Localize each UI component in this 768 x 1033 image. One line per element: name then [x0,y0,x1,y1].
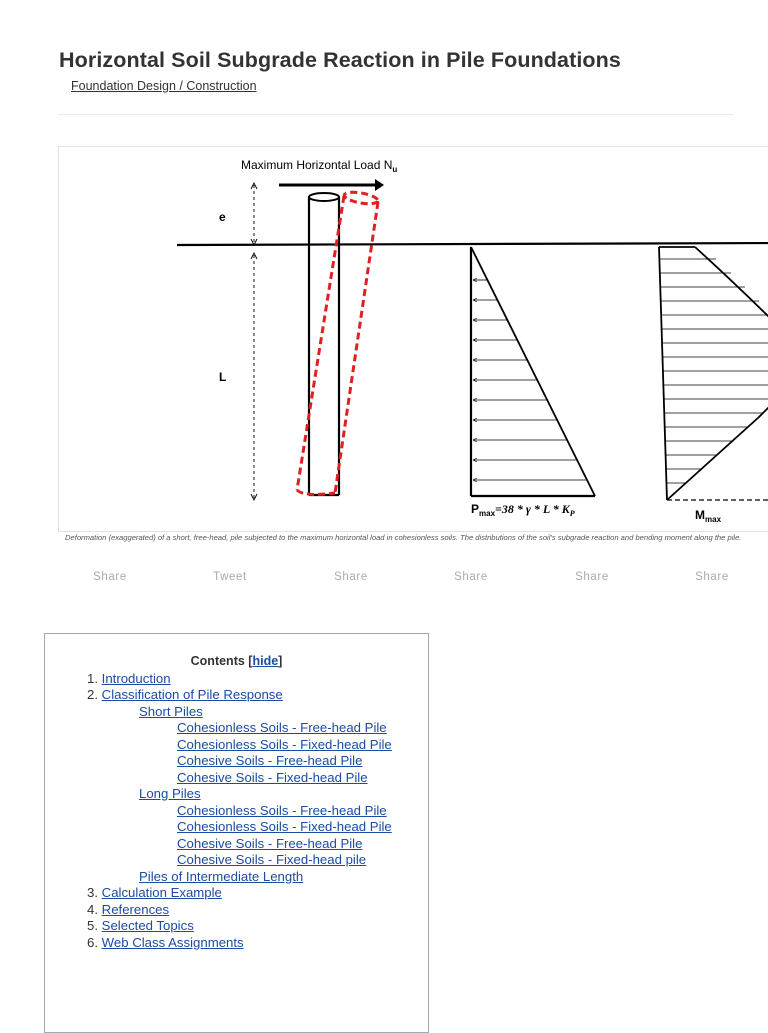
toc-link-selected-topics[interactable]: Selected Topics [101,918,194,933]
toc-link-short-cohesive-free[interactable]: Cohesive Soils - Free-head Pile [177,753,363,768]
pile-diagram-figure [58,146,768,532]
toc-item [177,803,387,819]
label-L: L [219,370,227,384]
share-button-5[interactable]: Share [695,571,729,583]
toc-link-calculation-example[interactable]: Calculation Example [101,885,222,900]
load-label: Maximum Horizontal Load $N_u$ [241,158,398,174]
toc-item [139,704,203,720]
ground-line [177,243,768,245]
toc-title-text: Contents [190,654,245,668]
share-button-3[interactable]: Share [454,571,488,583]
toc-item [177,836,362,852]
toc-link-short-cohesionless-free[interactable]: Cohesionless Soils - Free-head Pile [177,720,387,735]
toc-item: 1. Introduction [87,671,171,686]
toc-hide-link[interactable]: hide [252,654,279,668]
pressure-label: $P_{max}=38 * \gamma * L * K_P$ [471,502,575,518]
toc-item [177,770,368,786]
toc-item [177,852,366,868]
toc-link-short-piles[interactable]: Short Piles [139,704,203,719]
label-e: e [219,210,226,224]
page-title: Horizontal Soil Subgrade Reaction in Pile Foundations [59,48,621,72]
toc-item [177,819,392,835]
load-arrow-head [375,179,384,191]
share-button-2[interactable]: Share [334,571,368,583]
toc-link-long-cohesive-free[interactable]: Cohesive Soils - Free-head Pile [177,836,363,851]
toc-item [139,869,303,885]
toc-item: 5. Selected Topics [87,918,194,933]
breadcrumb-link[interactable]: Foundation Design / Construction [71,79,257,93]
toc-item: 6. Web Class Assignments [87,935,244,950]
toc-toggle: [hide] [248,654,283,668]
toc-link-web-class[interactable]: Web Class Assignments [101,935,244,950]
toc-link-short-cohesive-fixed[interactable]: Cohesive Soils - Fixed-head Pile [177,770,368,785]
pile-diagram-svg [59,147,768,531]
header-divider [58,114,734,115]
toc-title [45,654,428,668]
share-button-4[interactable]: Share [575,571,609,583]
share-bar [58,571,768,587]
toc-item [177,720,387,736]
toc-link-classification[interactable]: Classification of Pile Response [101,687,283,702]
moment-label: $M_{max}$ [695,508,722,524]
toc-link-intermediate-piles[interactable]: Piles of Intermediate Length [139,869,304,884]
pile [309,193,339,495]
subgrade-reaction-distribution [471,247,595,496]
toc-link-long-piles[interactable]: Long Piles [139,786,201,801]
toc-item: 4. References [87,902,170,917]
toc-link-references[interactable]: References [101,902,170,917]
table-of-contents [44,633,429,1033]
tweet-button[interactable]: Tweet [213,571,247,583]
toc-item [177,737,392,753]
toc-link-long-cohesionless-fixed[interactable]: Cohesionless Soils - Fixed-head Pile [177,819,392,834]
bending-moment-distribution [659,247,768,500]
share-button-1[interactable]: Share [93,571,127,583]
toc-item: 2. Classification of Pile Response [87,687,283,702]
toc-link-long-cohesive-fixed[interactable]: Cohesive Soils - Fixed-head pile [177,852,367,867]
toc-link-short-cohesionless-fixed[interactable]: Cohesionless Soils - Fixed-head Pile [177,737,392,752]
toc-link-long-cohesionless-free[interactable]: Cohesionless Soils - Free-head Pile [177,803,387,818]
figure-caption: Deformation (exaggerated) of a short, free-head, pile subjected to the maximum horizontal load in cohesionless soils. The distributions of the soil's subgrade reaction and bending moment along the pile. [65,533,742,542]
toc-link-introduction[interactable]: Introduction [101,671,171,686]
toc-item [177,753,362,769]
toc-item [139,786,201,802]
toc-item: 3. Calculation Example [87,885,222,900]
